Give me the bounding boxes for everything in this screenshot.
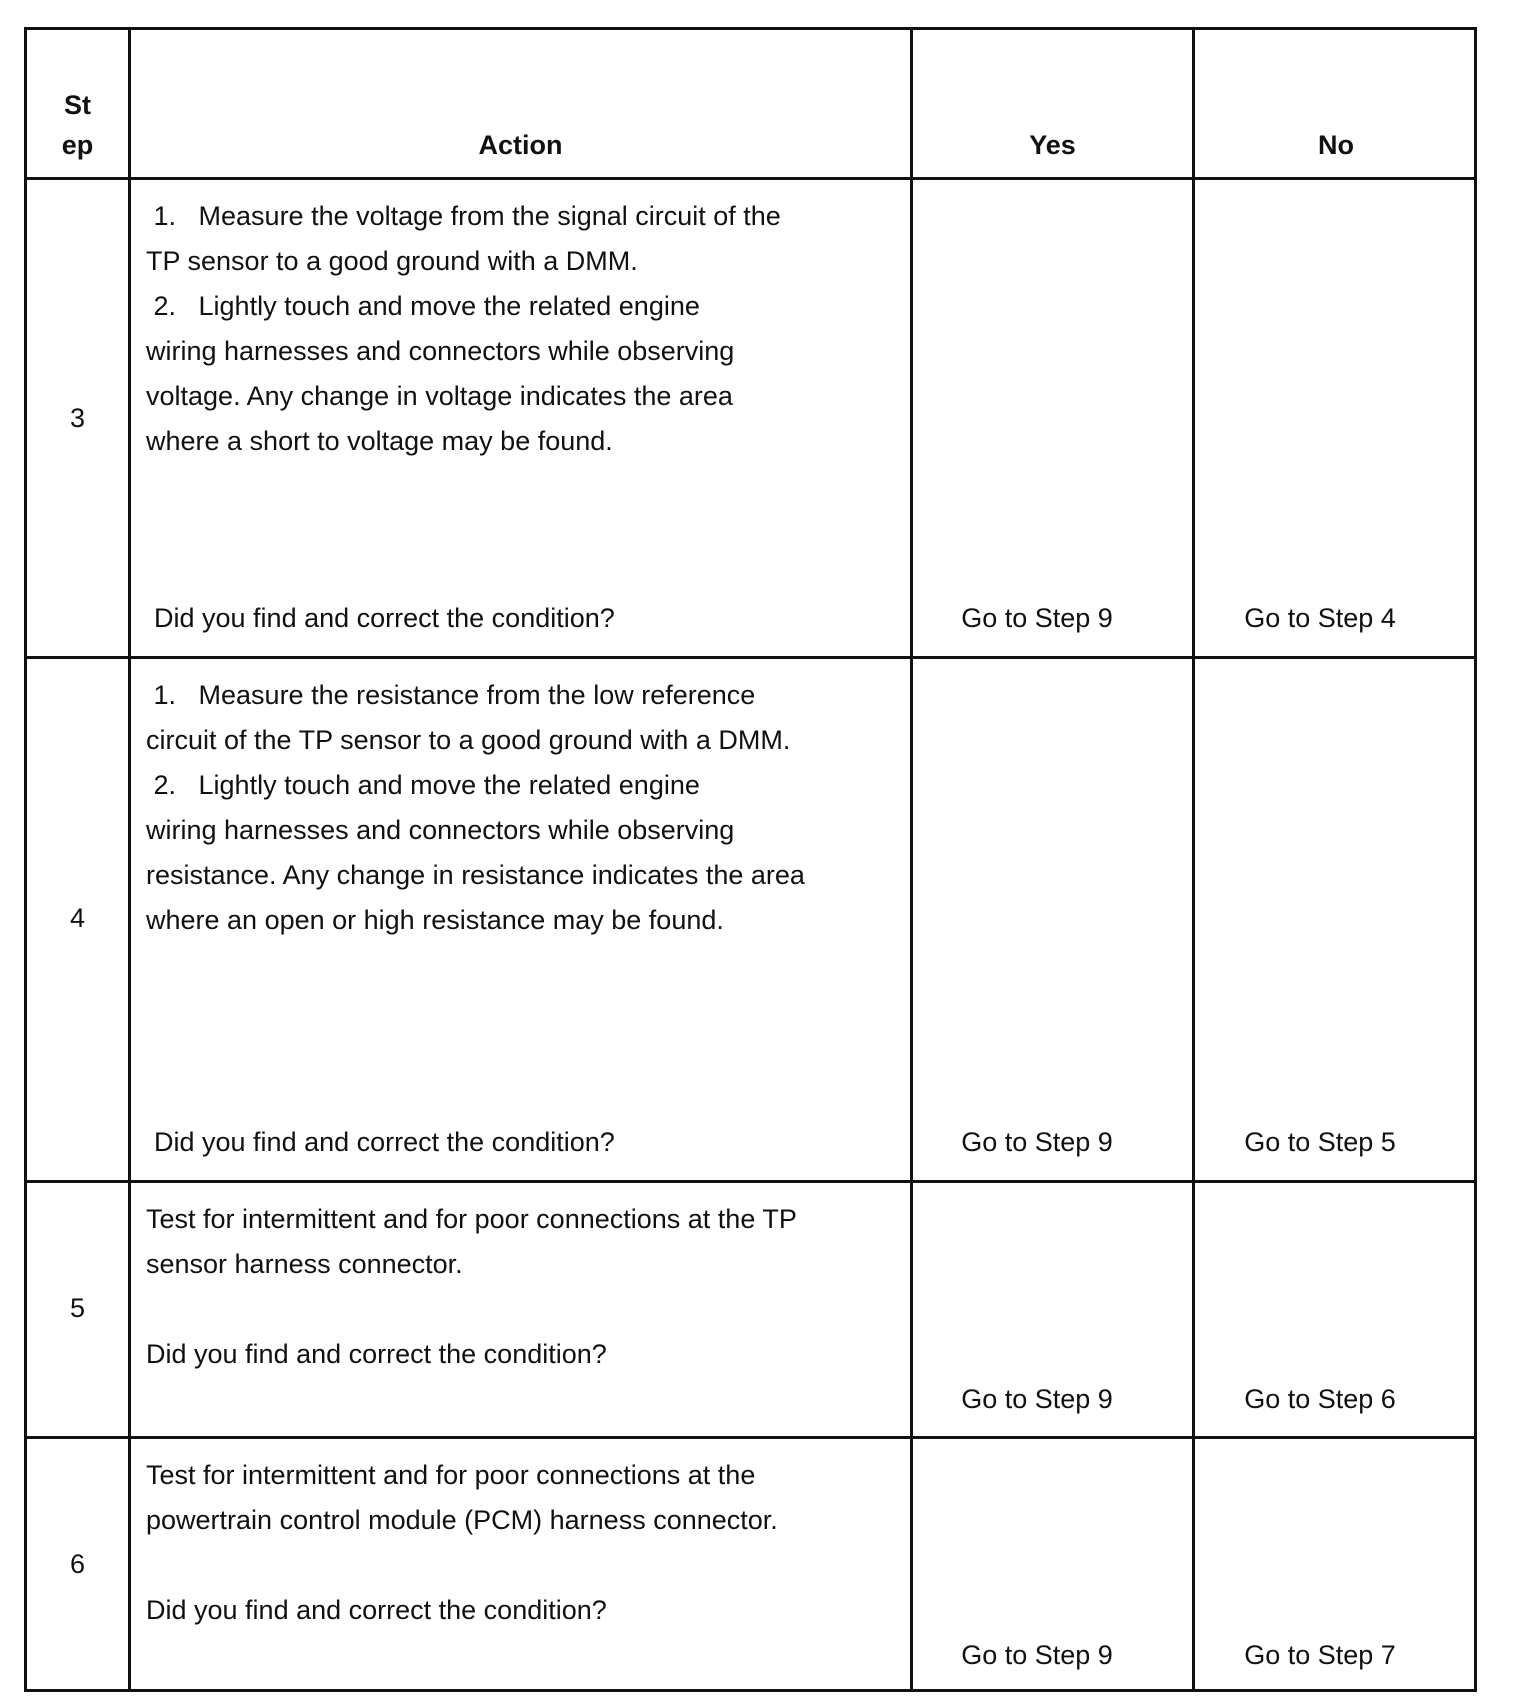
- no-result: Go to Step 7: [1244, 1640, 1396, 1670]
- action-line: powertrain control module (PCM) harness connector.: [146, 1505, 778, 1535]
- row-divider: [27, 656, 1474, 659]
- row-divider: [27, 177, 1474, 180]
- action-question: Did you find and correct the condition?: [146, 1595, 607, 1625]
- yes-result: Go to Step 9: [961, 603, 1113, 633]
- action-line: where a short to voltage may be found.: [146, 426, 613, 456]
- action-question: Did you find and correct the condition?: [154, 1127, 615, 1157]
- step-number: 3: [69, 403, 86, 433]
- column-divider: [1192, 30, 1195, 1689]
- no-result: Go to Step 4: [1244, 603, 1396, 633]
- step-number: 4: [69, 903, 86, 933]
- action-question: Did you find and correct the condition?: [154, 603, 615, 633]
- header-step-line2: ep: [61, 130, 94, 160]
- no-result: Go to Step 6: [1244, 1384, 1396, 1414]
- action-line: 1. Measure the voltage from the signal circuit of the: [146, 201, 781, 231]
- action-line: 2. Lightly touch and move the related engine: [146, 770, 700, 800]
- row-divider: [27, 1180, 1474, 1183]
- action-line: voltage. Any change in voltage indicates the area: [146, 381, 733, 411]
- action-line: Test for intermittent and for poor connections at the: [146, 1460, 756, 1490]
- diagnostic-table: [24, 27, 1477, 1692]
- yes-result: Go to Step 9: [961, 1127, 1113, 1157]
- action-line: TP sensor to a good ground with a DMM.: [146, 246, 638, 276]
- action-line: wiring harnesses and connectors while observing: [146, 815, 735, 845]
- header-action: Action: [478, 130, 563, 160]
- step-number: 6: [69, 1549, 86, 1579]
- yes-result: Go to Step 9: [961, 1384, 1113, 1414]
- yes-result: Go to Step 9: [961, 1640, 1113, 1670]
- action-line: 2. Lightly touch and move the related engine: [146, 291, 700, 321]
- action-line: where an open or high resistance may be found.: [146, 905, 724, 935]
- header-step-line1: St: [64, 90, 91, 120]
- action-line: 1. Measure the resistance from the low reference: [146, 680, 756, 710]
- action-line: wiring harnesses and connectors while observing: [146, 336, 735, 366]
- header-no: No: [1318, 130, 1354, 160]
- action-line: sensor harness connector.: [146, 1249, 463, 1279]
- action-line: Test for intermittent and for poor connections at the TP: [146, 1204, 797, 1234]
- column-divider: [910, 30, 913, 1689]
- row-divider: [27, 1436, 1474, 1439]
- no-result: Go to Step 5: [1244, 1127, 1396, 1157]
- action-line: resistance. Any change in resistance indicates the area: [146, 860, 805, 890]
- action-line: circuit of the TP sensor to a good ground with a DMM.: [146, 725, 791, 755]
- action-question: Did you find and correct the condition?: [146, 1339, 607, 1369]
- step-number: 5: [69, 1293, 86, 1323]
- column-divider: [128, 30, 131, 1689]
- header-yes: Yes: [1029, 130, 1076, 160]
